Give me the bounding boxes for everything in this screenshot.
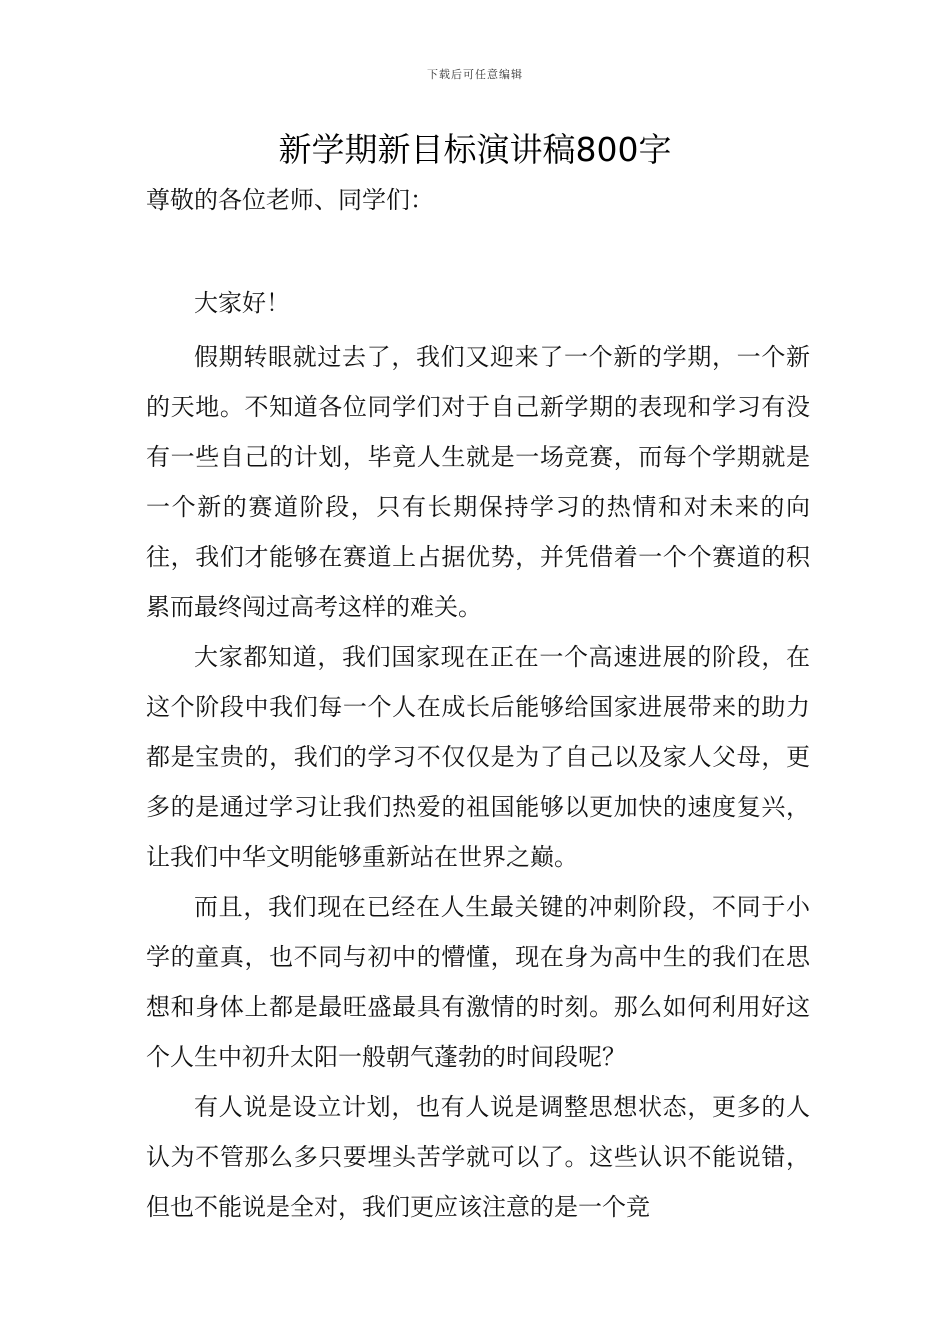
greeting: 尊敬的各位老师、同学们： bbox=[146, 186, 434, 214]
speech-body bbox=[146, 278, 810, 1232]
paragraph-4: 有人说是设立计划，也有人说是调整思想状态，更多的人认为不管那么多只要埋头苦学就可以了。这些认识不能说错，但也不能说是全对，我们更应该注意的是一个竞 bbox=[146, 1093, 810, 1221]
paragraph-hello: 大家好！ bbox=[194, 289, 290, 317]
paragraph-3: 而且，我们现在已经在人生最关键的冲刺阶段，不同于小学的童真，也不同与初中的懵懂，现在身为高中生的我们在思想和身体上都是最旺盛最具有激情的时刻。那么如何利用好这个人生中初升太阳一般朝气蓬勃的时间段呢？ bbox=[146, 893, 810, 1071]
page-title: 新学期新目标演讲稿800字 bbox=[278, 130, 672, 169]
paragraph-1: 假期转眼就过去了，我们又迎来了一个新的学期，一个新的天地。不知道各位同学们对于自己新学期的表现和学习有没有一些自己的计划，毕竟人生就是一场竞赛，而每个学期就是一个新的赛道阶段，只有长期保持学习的热情和对未来的向往，我们才能够在赛道上占据优势，并凭借着一个个赛道的积累而最终闯过高考这样的难关。 bbox=[146, 343, 810, 621]
header-note: 下载后可任意编辑 bbox=[427, 68, 523, 81]
paragraph-2: 大家都知道，我们国家现在正在一个高速进展的阶段，在这个阶段中我们每一个人在成长后能够给国家进展带来的助力都是宝贵的，我们的学习不仅仅是为了自己以及家人父母，更多的是通过学习让我们热爱的祖国能够以更加快的速度复兴，让我们中华文明能够重新站在世界之巅。 bbox=[146, 643, 810, 871]
